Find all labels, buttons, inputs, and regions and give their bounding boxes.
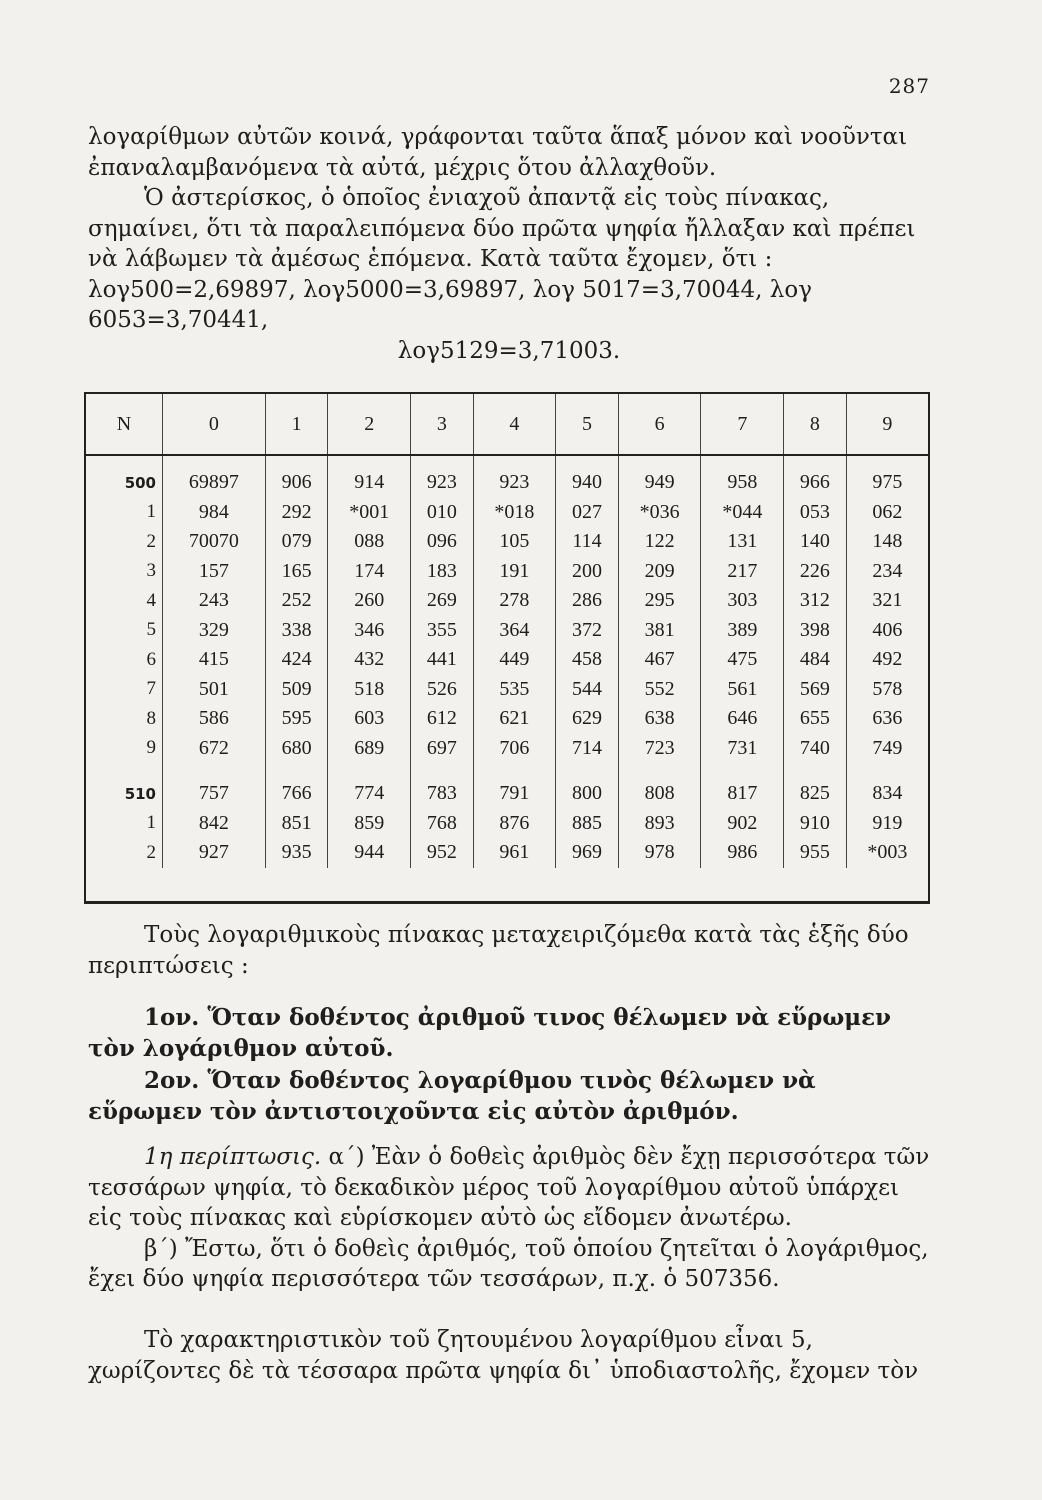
row-number-cell: 510	[124, 784, 156, 803]
table-row	[86, 779, 928, 809]
table-cell: 252	[265, 586, 328, 616]
table-gap-cell	[86, 763, 163, 779]
table-cell: 757	[163, 779, 266, 809]
table-cell: 817	[701, 779, 784, 809]
table-gap-cell	[701, 763, 784, 779]
table-cell: 191	[473, 557, 556, 587]
table-cell: 723	[618, 734, 701, 764]
logarithm-table-grid	[86, 394, 928, 868]
table-cell: 621	[473, 704, 556, 734]
table-cell: 876	[473, 809, 556, 839]
table-cell: 303	[701, 586, 784, 616]
table-header-cell: 1	[265, 394, 328, 455]
table-row	[86, 734, 928, 764]
table-cell: 672	[163, 734, 266, 764]
table-cell: 243	[163, 586, 266, 616]
table-cell: 561	[701, 675, 784, 705]
table-cell: 122	[618, 527, 701, 557]
table-gap-cell	[846, 763, 928, 779]
table-row	[86, 616, 928, 646]
table-cell: 432	[328, 645, 411, 675]
table-cell: 079	[265, 527, 328, 557]
table-row	[86, 527, 928, 557]
table-cell: 893	[618, 809, 701, 839]
table-cell: 372	[556, 616, 619, 646]
table-cell: *036	[618, 498, 701, 528]
table-cell: 655	[784, 704, 847, 734]
table-gap-cell	[556, 763, 619, 779]
intro-text-line: λογαρίθμων αὐτῶν κοινά, γράφονται ταῦτα ἅπαξ μόνον καὶ νοοῦνται ἐπαναλαμβανόμενα τὰ αὐτά, μέχρις ὅτου ἀλλαχθοῦν.	[88, 124, 908, 181]
table-header-cell: 7	[701, 394, 784, 455]
table-header-row	[86, 394, 928, 455]
table-cell: 935	[265, 838, 328, 868]
table-cell: 492	[846, 645, 928, 675]
table-cell: 501	[163, 675, 266, 705]
table-cell: 053	[784, 498, 847, 528]
table-cell: 389	[701, 616, 784, 646]
row-number-cell: 2	[146, 841, 156, 863]
table-header-cell: 3	[411, 394, 474, 455]
table-cell: 027	[556, 498, 619, 528]
table-cell: 689	[328, 734, 411, 764]
table-cell: 927	[163, 838, 266, 868]
table-gap-cell	[328, 763, 411, 779]
table-cell: 226	[784, 557, 847, 587]
table-cell: 766	[265, 779, 328, 809]
table-cell: 885	[556, 809, 619, 839]
table-header-cell: N	[86, 394, 163, 455]
row-number-cell: 2	[146, 530, 156, 552]
table-cell: 183	[411, 557, 474, 587]
table-cell: 578	[846, 675, 928, 705]
table-cell: 986	[701, 838, 784, 868]
table-cell: 595	[265, 704, 328, 734]
table-body	[86, 455, 928, 868]
table-cell: 105	[473, 527, 556, 557]
table-cell: 441	[411, 645, 474, 675]
table-header-cell: 2	[328, 394, 411, 455]
table-row	[86, 498, 928, 528]
row-number-cell: 7	[146, 678, 156, 700]
table-cell: 157	[163, 557, 266, 587]
table-row	[86, 838, 928, 868]
table-cell: 774	[328, 779, 411, 809]
table-cell: 906	[265, 455, 328, 498]
table-row	[86, 586, 928, 616]
table-cell: 859	[328, 809, 411, 839]
intro-paragraph	[88, 122, 930, 366]
table-cell: 329	[163, 616, 266, 646]
table-cell: 406	[846, 616, 928, 646]
table-cell: 646	[701, 704, 784, 734]
table-header-cell: 8	[784, 394, 847, 455]
table-cell: 70070	[163, 527, 266, 557]
table-cell: 286	[556, 586, 619, 616]
table-cell: 526	[411, 675, 474, 705]
table-row	[86, 455, 928, 498]
table-cell: 096	[411, 527, 474, 557]
table-cell: 321	[846, 586, 928, 616]
table-cell: 415	[163, 645, 266, 675]
table-cell: 768	[411, 809, 474, 839]
table-gap-cell	[411, 763, 474, 779]
row-number-cell: 5	[146, 619, 156, 641]
row-number-cell: 4	[146, 589, 156, 611]
row-number-cell: 500	[124, 473, 156, 492]
table-cell: 569	[784, 675, 847, 705]
table-cell: 969	[556, 838, 619, 868]
case-1-text-b: β΄) Ἔστω, ὅτι ὁ δοθεὶς ἀριθμός, τοῦ ὁποίου ζητεῖται ὁ λογάριθμος, ἔχει δύο ψηφία περισσότερα τῶν τεσσάρων, π.χ. ὁ 507356.	[88, 1235, 929, 1292]
table-cell: 984	[163, 498, 266, 528]
row-number-cell: 9	[146, 737, 156, 759]
table-gap-cell	[265, 763, 328, 779]
usage-paragraph: Τοὺς λογαριθμικοὺς πίνακας μεταχειριζόμεθα κατὰ τὰς ἑξῆς δύο περιπτώσεις :	[88, 922, 909, 979]
table-cell: 174	[328, 557, 411, 587]
table-cell: 292	[265, 498, 328, 528]
table-cell: 952	[411, 838, 474, 868]
table-cell: *001	[328, 498, 411, 528]
table-cell: 966	[784, 455, 847, 498]
table-cell: 140	[784, 527, 847, 557]
table-cell: 740	[784, 734, 847, 764]
table-cell: 234	[846, 557, 928, 587]
table-cell: 509	[265, 675, 328, 705]
row-number-cell: 8	[146, 707, 156, 729]
table-cell: 269	[411, 586, 474, 616]
table-cell: 355	[411, 616, 474, 646]
case-1-paragraph	[88, 1142, 930, 1295]
table-cell: 975	[846, 455, 928, 498]
table-cell: 902	[701, 809, 784, 839]
table-cell: 338	[265, 616, 328, 646]
table-cell: 552	[618, 675, 701, 705]
table-cell: 449	[473, 645, 556, 675]
table-cell: 586	[163, 704, 266, 734]
table-cell: 940	[556, 455, 619, 498]
table-cell: 731	[701, 734, 784, 764]
table-cell: *003	[846, 838, 928, 868]
logarithm-table	[84, 392, 930, 904]
table-cell: *018	[473, 498, 556, 528]
table-cell: 148	[846, 527, 928, 557]
table-cell: 923	[473, 455, 556, 498]
table-gap-cell	[473, 763, 556, 779]
table-cell: 260	[328, 586, 411, 616]
table-cell: 791	[473, 779, 556, 809]
table-cell: 165	[265, 557, 328, 587]
table-cell: 825	[784, 779, 847, 809]
table-row	[86, 675, 928, 705]
table-row	[86, 809, 928, 839]
characteristic-paragraph: Τὸ χαρακτηριστικὸν τοῦ ζητουμένου λογαρίθμου εἶναι 5, χωρίζοντες δὲ τὰ τέσσαρα πρῶτα ψηφία δι᾽ ὑποδιαστολῆς, ἔχομεν τὸν	[88, 1327, 919, 1384]
table-gap-cell	[163, 763, 266, 779]
table-cell: 612	[411, 704, 474, 734]
table-cell: 518	[328, 675, 411, 705]
row-number-cell: 1	[146, 812, 156, 834]
table-cell: 636	[846, 704, 928, 734]
table-cell: 209	[618, 557, 701, 587]
table-cell: 842	[163, 809, 266, 839]
table-gap-row	[86, 763, 928, 779]
table-gap-cell	[618, 763, 701, 779]
table-cell: 949	[618, 455, 701, 498]
table-header-cell: 6	[618, 394, 701, 455]
table-cell: 131	[701, 527, 784, 557]
table-cell: 484	[784, 645, 847, 675]
table-cell: 217	[701, 557, 784, 587]
table-cell: 808	[618, 779, 701, 809]
table-cell: 955	[784, 838, 847, 868]
row-number-cell: 6	[146, 648, 156, 670]
table-cell: 851	[265, 809, 328, 839]
table-cell: 697	[411, 734, 474, 764]
table-cell: 749	[846, 734, 928, 764]
table-cell: 295	[618, 586, 701, 616]
table-cell: 398	[784, 616, 847, 646]
table-cell: 424	[265, 645, 328, 675]
row-number-cell: 3	[146, 560, 156, 582]
log-example-final: λογ5129=3,71003.	[397, 337, 621, 364]
table-cell: 010	[411, 498, 474, 528]
table-cell: 800	[556, 779, 619, 809]
table-cell: 978	[618, 838, 701, 868]
table-header-cell: 9	[846, 394, 928, 455]
table-cell: 923	[411, 455, 474, 498]
table-cell: 706	[473, 734, 556, 764]
table-cell: 088	[328, 527, 411, 557]
table-cell: 958	[701, 455, 784, 498]
row-number-cell: 1	[146, 501, 156, 523]
table-cell: 114	[556, 527, 619, 557]
table-cell: *044	[701, 498, 784, 528]
table-cell: 834	[846, 779, 928, 809]
table-cell: 919	[846, 809, 928, 839]
table-cell: 200	[556, 557, 619, 587]
table-cell: 914	[328, 455, 411, 498]
table-cell: 278	[473, 586, 556, 616]
table-cell: 381	[618, 616, 701, 646]
table-row	[86, 645, 928, 675]
table-header-cell: 4	[473, 394, 556, 455]
table-gap-cell	[784, 763, 847, 779]
table-header-cell: 0	[163, 394, 266, 455]
table-cell: 544	[556, 675, 619, 705]
table-cell: 346	[328, 616, 411, 646]
table-cell: 312	[784, 586, 847, 616]
table-cell: 783	[411, 779, 474, 809]
table-cell: 714	[556, 734, 619, 764]
table-cell: 364	[473, 616, 556, 646]
table-row	[86, 704, 928, 734]
table-cell: 680	[265, 734, 328, 764]
asterisk-explanation: Ὁ ἀστερίσκος, ὁ ὁποῖος ἐνιαχοῦ ἀπαντᾷ εἰς τοὺς πίνακας, σημαίνει, ὅτι τὰ παραλειπόμενα δύο πρῶτα ψηφία ἤλλαξαν καὶ πρέπει νὰ λάβωμεν τὰ ἀμέσως ἑπόμενα. Κατὰ ταῦτα ἔχομεν, ὅτι : λογ500=2,69897, λογ5000=3,69897, λογ 5017=3,70044, λογ 6053=3,70441,	[88, 185, 916, 333]
case-heading-2: 2ον. Ὅταν δοθέντος λογαρίθμου τινὸς θέλωμεν νὰ εὕρωμεν τὸν ἀντιστοιχοῦντα εἰς αὐτὸν ἀριθμόν.	[88, 1067, 816, 1125]
table-cell: 062	[846, 498, 928, 528]
table-header-cell: 5	[556, 394, 619, 455]
case-1-text-a: α΄) Ἐὰν ὁ δοθεὶς ἀριθμὸς δὲν ἔχῃ περισσότερα τῶν τεσσάρων ψηφία, τὸ δεκαδικὸν μέρος τοῦ λογαρίθμου αὐτοῦ ὑπάρχει εἰς τοὺς πίνακας καὶ εὑρίσκομεν αὐτὸ ὡς εἴδομεν ἀνωτέρω.	[88, 1144, 930, 1231]
table-row	[86, 557, 928, 587]
table-cell: 629	[556, 704, 619, 734]
table-cell: 961	[473, 838, 556, 868]
table-cell: 944	[328, 838, 411, 868]
case-1-label: 1η περίπτωσις.	[144, 1144, 322, 1170]
case-heading-1: 1ον. Ὅταν δοθέντος ἀριθμοῦ τινος θέλωμεν νὰ εὕρωμεν τὸν λογάριθμον αὐτοῦ.	[88, 1004, 892, 1062]
table-cell: 467	[618, 645, 701, 675]
table-cell: 475	[701, 645, 784, 675]
table-cell: 603	[328, 704, 411, 734]
table-cell: 535	[473, 675, 556, 705]
table-cell: 458	[556, 645, 619, 675]
table-cell: 69897	[163, 455, 266, 498]
table-cell: 910	[784, 809, 847, 839]
page-number: 287	[888, 74, 930, 98]
table-cell: 638	[618, 704, 701, 734]
